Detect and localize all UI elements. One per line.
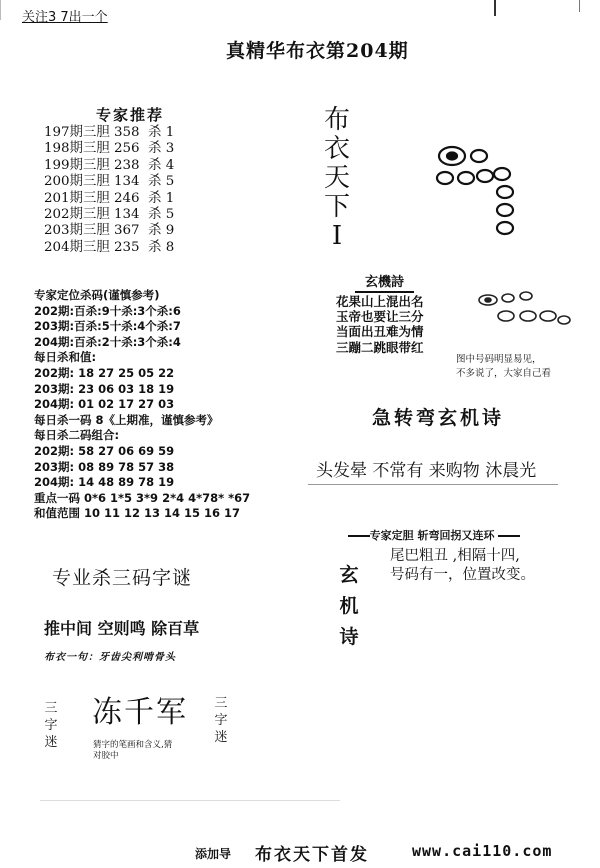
dash-line-text: 专家定胆 斩弯回拐又连环: [369, 529, 495, 542]
list-item: 203期: 23 06 03 18 19: [34, 381, 175, 396]
vertical-xuanji: [337, 560, 361, 653]
vertical-title: [322, 106, 352, 251]
poem-line: 三蹦二跳眼带红: [336, 339, 424, 355]
note-line: 猜字的笔画和含义,猜: [93, 740, 173, 750]
dash-bar: [348, 535, 370, 537]
list-item: 202期:百杀:9十杀:3个杀:6: [34, 303, 181, 318]
vertical-char: 布: [323, 105, 350, 135]
balls-illustration: [425, 136, 525, 236]
list-item: 200期三胆 134 杀 5: [44, 174, 175, 190]
sum-heading: 每日杀和值:: [34, 350, 97, 365]
vertical-char: 字: [214, 713, 228, 728]
kill-three-title: 专业杀三码字谜: [52, 567, 193, 589]
word-banner: 头发晕 不常有 来购物 沐晨光: [316, 461, 537, 481]
side-caption: [456, 353, 551, 381]
poem-title: 急转弯玄机诗: [372, 407, 505, 429]
top-note: 关注3 7出一个: [22, 10, 108, 25]
xuanji-poem: [336, 294, 424, 355]
vertical-char: 字: [44, 718, 58, 733]
list-item: 204期: 14 48 89 78 19: [34, 475, 175, 490]
scan-mark: [579, 0, 580, 12]
list-item: 204期: 01 02 17 27 03: [34, 397, 175, 412]
dash-bar: [498, 535, 520, 537]
small-note: [93, 740, 172, 762]
expert-dash-line: [340, 514, 520, 543]
vertical-riddle-left: [42, 700, 60, 751]
key-code: 重点一码 0*6 1*5 3*9 2*4 4*78* *67: [34, 490, 251, 505]
balls-illustration: [466, 286, 576, 342]
list-item: 202期: 58 27 06 69 59: [34, 443, 175, 458]
poem-line: 花果山上混出名: [336, 294, 424, 309]
vertical-char: 迷: [214, 730, 228, 745]
scan-mark: [494, 0, 496, 16]
faint-divider: [40, 800, 340, 801]
footer-url[interactable]: www.cai110.com: [412, 842, 553, 860]
vertical-char: 天: [323, 163, 350, 193]
list-item: 198期三胆 256 杀 3: [44, 141, 175, 157]
footer-brand: 布衣天下首发: [255, 845, 369, 865]
list-item: 202期三胆 134 杀 5: [44, 207, 175, 223]
expert-list: [44, 125, 174, 256]
list-item: 199期三胆 238 杀 4: [44, 157, 175, 173]
list-item: 201期三胆 246 杀 1: [44, 190, 175, 206]
one-code-heading: 每日杀一码 8《上期准，谨慎参考》: [34, 412, 219, 427]
left-border-line: [0, 0, 1, 20]
saying-line: 布衣一句：牙齿尖利啃骨头: [44, 652, 176, 663]
page-title: 真精华布衣第204期: [226, 40, 409, 62]
riddle-line: 尾巴粗丑 ,相隔十四,: [390, 548, 520, 564]
big-riddle-answer: 冻千军: [92, 695, 188, 730]
poem-line: 玉帝也要让三分: [336, 309, 424, 325]
riddle-lines: [390, 547, 535, 585]
animals-line: 推中间 空则鸣 除百草: [44, 619, 200, 638]
vertical-char: 三: [44, 701, 58, 716]
list-item: 202期: 18 27 25 05 22: [34, 365, 175, 380]
vertical-char: 衣: [323, 134, 350, 164]
two-code-heading: 每日杀二码组合:: [34, 428, 120, 443]
vertical-char: I: [331, 221, 343, 251]
expert-heading: 专家推荐: [96, 106, 165, 124]
vertical-char: 机: [339, 595, 359, 617]
poem-line: 当面出丑难为情: [336, 324, 424, 340]
positional-heading: 专家定位杀码(谨慎参考): [34, 288, 160, 302]
list-item: 197期三胆 358 杀 1: [44, 125, 175, 140]
list-item: 204期三胆 235 杀 8: [44, 239, 175, 255]
xuanji-label: 玄機詩: [355, 271, 414, 293]
list-item: 204期:百杀:2十杀:3个杀:4: [34, 334, 181, 349]
vertical-char: 三: [214, 696, 228, 711]
list-item: 203期:百杀:5十杀:4个杀:7: [34, 319, 181, 334]
sum-range: 和值范围 10 11 12 13 14 15 16 17: [34, 506, 241, 521]
vertical-char: 迷: [44, 735, 58, 750]
vertical-char: 诗: [339, 626, 359, 648]
vertical-char: 下: [323, 192, 350, 222]
caption-line: 不多说了，大家自己看: [456, 368, 552, 379]
list-item: 203期三胆 367 杀 9: [44, 223, 175, 239]
riddle-line: 号码有一，位置改变。: [390, 567, 535, 583]
vertical-char: 玄: [339, 564, 359, 586]
footer-left-text: 添加导: [195, 847, 232, 861]
list-item: 203期: 08 89 78 57 38: [34, 459, 175, 474]
positional-kill-block: [34, 288, 250, 522]
vertical-riddle-right: [212, 695, 230, 746]
caption-line: 图中号码明显易见，: [456, 354, 542, 365]
note-line: 对胶中: [93, 751, 119, 761]
